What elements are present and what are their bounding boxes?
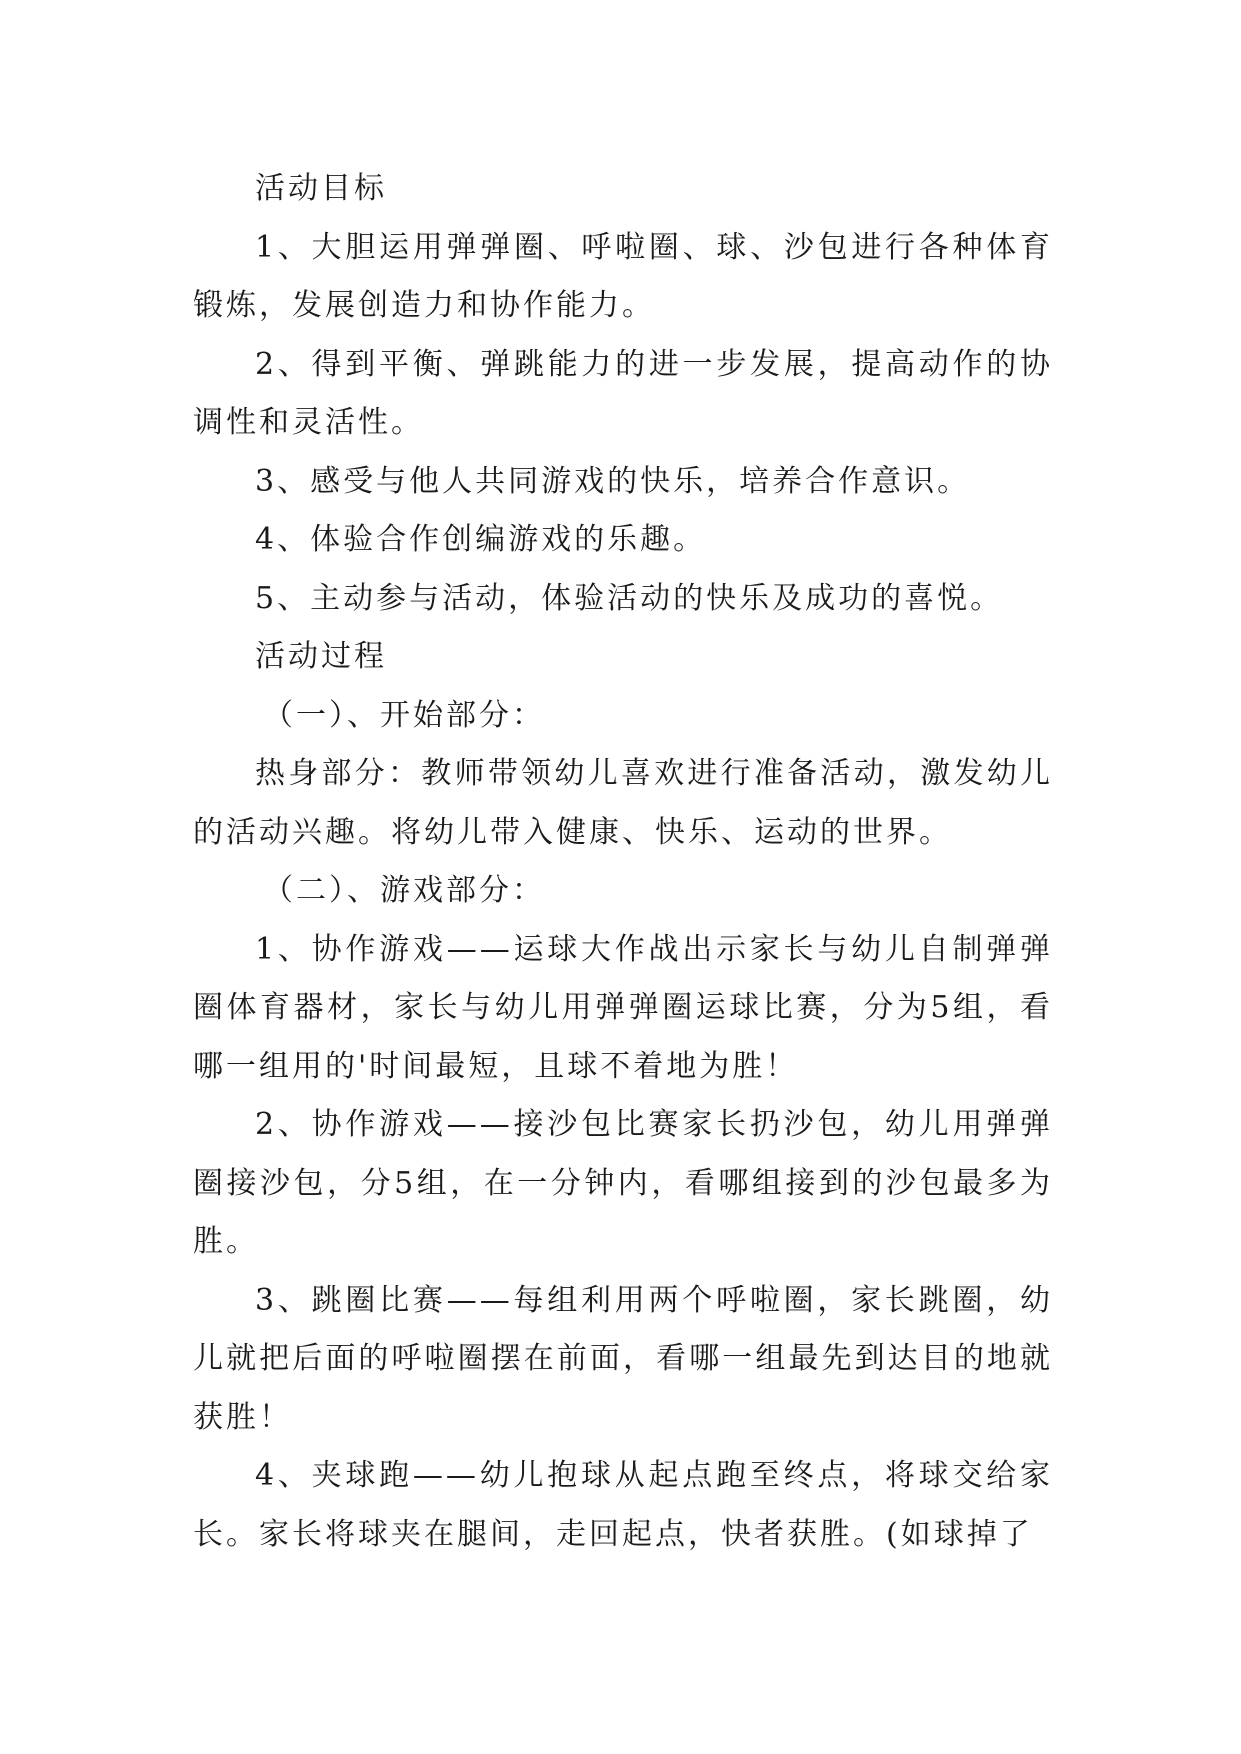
game-item-4: 4、夹球跑——幼儿抱球从起点跑至终点，将球交给家长。家长将球夹在腿间，走回起点，快者获胜。(如球掉了	[193, 1458, 1053, 1552]
goal-item-5: 5、主动参与活动，体验活动的快乐及成功的喜悦。	[255, 580, 1004, 616]
goal-item-4: 4、体验合作创编游戏的乐趣。	[255, 522, 707, 557]
goal-item-2: 2、得到平衡、弹跳能力的进一步发展，提高动作的协调性和灵活性。	[193, 346, 1053, 440]
game-item-3: 3、跳圈比赛——每组利用两个呼啦圈，家长跳圈，幼儿就把后面的呼啦圈摆在前面，看哪一组最先到达目的地就获胜！	[193, 1282, 1053, 1435]
warmup-paragraph: 热身部分：教师带领幼儿喜欢进行准备活动，激发幼儿的活动兴趣。将幼儿带入健康、快乐、运动的世界。	[193, 756, 1053, 850]
section-heading-process: 活动过程	[255, 639, 387, 674]
document-body	[193, 160, 1053, 1564]
goal-item-3: 3、感受与他人共同游戏的快乐，培养合作意识。	[255, 463, 971, 499]
goal-item-1: 1、大胆运用弹弹圈、呼啦圈、球、沙包进行各种体育锻炼，发展创造力和协作能力。	[193, 229, 1053, 323]
subsection-heading-games: （二）、游戏部分：	[263, 873, 545, 908]
game-item-1: 1、协作游戏——运球大作战出示家长与幼儿自制弹弹圈体育器材，家长与幼儿用弹弹圈运球比赛，分为5组，看哪一组用的'时间最短，且球不着地为胜！	[193, 931, 1053, 1084]
game-item-2: 2、协作游戏——接沙包比赛家长扔沙包，幼儿用弹弹圈接沙包，分5组，在一分钟内，看哪组接到的沙包最多为胜。	[193, 1107, 1053, 1259]
subsection-heading-start: （一）、开始部分：	[263, 697, 545, 733]
section-heading-goals: 活动目标	[255, 171, 387, 206]
